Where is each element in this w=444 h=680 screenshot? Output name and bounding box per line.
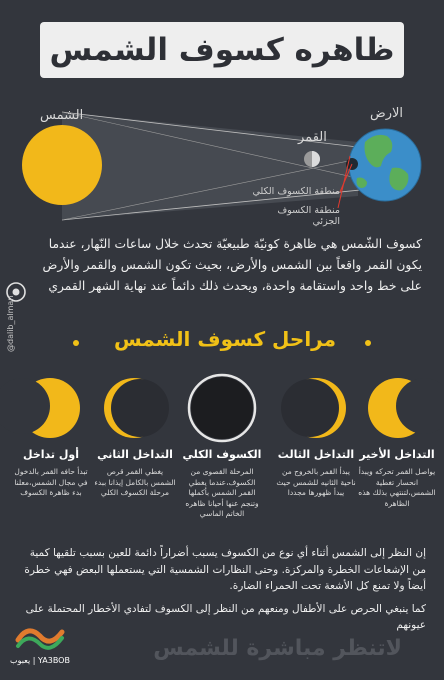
total-eclipse-zone-label: منطقة الكسوف الكلي xyxy=(252,186,340,197)
partial-eclipse-zone-label: منطقة الكسوف الجزئي xyxy=(277,205,340,227)
title-banner xyxy=(40,22,404,78)
earth-icon xyxy=(349,129,421,201)
moon-icon xyxy=(304,151,320,167)
stage-third-moon-icon xyxy=(281,379,339,437)
moon-label: القمر xyxy=(298,130,327,145)
earth-label: الارض xyxy=(370,106,404,121)
stage-text: يبدأ القمر بالخروج من ناحية الثانيه للشمس حيث يبدأ ظهورها مجددا xyxy=(276,467,356,497)
stage-last xyxy=(356,448,438,509)
warning-paragraph-children: كما ينبغي الحرص على الأطفال ومنعهم من النظر إلى الكسوف لتفادي الأخطار المحتملة على عيونهم xyxy=(25,602,426,631)
stage-third xyxy=(275,448,357,499)
stage-text: يواصل القمر تحركه ويبدأ انحسار تغطية الشمس،لتنتهي بذلك هذه الظاهرة xyxy=(358,467,436,508)
brand-logo-icon xyxy=(10,620,70,654)
stage-first xyxy=(10,448,92,499)
stages-title: مراحل كسوف الشمس xyxy=(113,327,337,351)
bottom-slogan: لاتنظر مباشرة للشمس xyxy=(153,636,402,661)
stage-second xyxy=(94,448,176,499)
eclipse-description: كسوف الشّمس هي ظاهرة كونيّة طبيعيّة تحدث خلال ساعات النّهار، عندما يكون القمر واقعاً بين الشمس والأرض، بحيث تكون الشمس والقمر والأرض على خط واحد واستقامة واحدة، ويحدث ذلك دائماً عند نهاية الشهر القمري xyxy=(42,237,422,293)
stage-text: يغطي القمر قرص الشمس بالكامل إيذانا ببدء مرحلة الكسوف الكلي xyxy=(94,467,176,497)
sun-label: الشمس xyxy=(40,108,84,123)
warning-paragraph: إن النظر إلى الشمس أثناء أي نوع من الكسوف يسبب أضراراً دائمة للعين بسبب تلقيها كمية من الإشعاعات الخطرة والمركزة. وحتى النظارات الشمسية التي يستعملها البعض فهي خطرة أيضاً ولا تمنع كل الأشعة تحت الحمراء الضارة. xyxy=(24,547,426,592)
side-handle xyxy=(6,282,26,352)
stage-text: تبدأ حافه القمر بالدخول في مجال الشمس،معلنا بدء ظاهرة الكسوف xyxy=(14,467,88,497)
stage-name: أول تداخل xyxy=(23,448,79,461)
sun-icon xyxy=(22,125,102,205)
page-title: ظاهره كسوف الشمس xyxy=(49,32,395,68)
stage-second-moon-icon xyxy=(111,379,169,437)
stage-name: التداخل الثالث xyxy=(277,448,355,461)
stage-total xyxy=(181,448,263,520)
stages-title-dots xyxy=(72,338,372,348)
side-handle-text: @dalib_alman xyxy=(6,295,15,352)
brand-logo-text: يعبوب | YA3BOB xyxy=(10,656,70,665)
brand-logo xyxy=(10,620,70,676)
warning-text xyxy=(22,545,426,634)
stage-text: المرحلة القصوى من الكسوف،عندما يغطي القمر الشمس بأكملها وتنجم عنها أحيانا ظاهره الخاتم الماسي xyxy=(185,467,259,518)
stage-name: التداخل الثاني xyxy=(97,448,173,461)
stage-name: الكسوف الكلي xyxy=(182,448,262,461)
stage-total-moon-icon xyxy=(191,377,253,439)
stage-name: التداخل الأخير xyxy=(359,448,435,461)
eclipse-stages-graphic xyxy=(0,370,444,460)
